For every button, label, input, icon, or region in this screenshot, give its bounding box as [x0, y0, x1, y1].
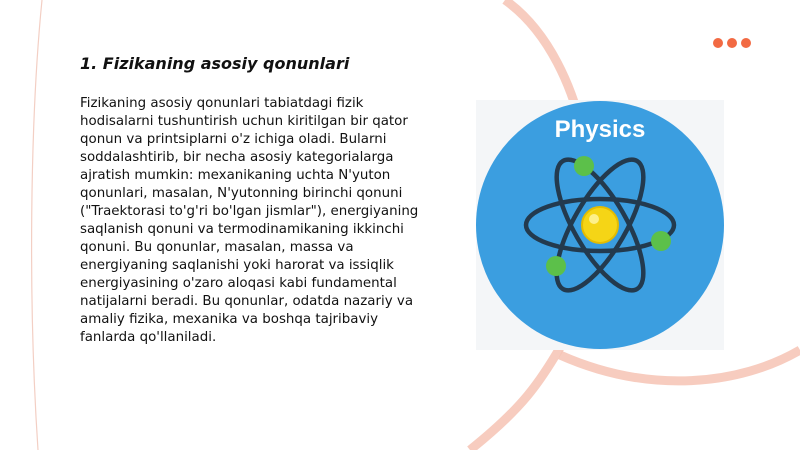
atom-icon — [476, 100, 724, 350]
nucleus-highlight — [589, 214, 599, 224]
physics-image — [476, 100, 724, 350]
slide-body-text: Fizikaning asosiy qonunlari tabiatdagi fizik hodisalarni tushuntirish uchun kiritilgan bir qator qonun va printsiplarni o'z ichiga oladi. Bularni soddalashtirib, bir necha asosiy kategorialarga ajratish mumkin: mexanikaning uchta N'yuton qonunlari, masalan, N'yutonning birinchi qonuni ("Traektorasi to'g'ri bo'lgan jismlar"), energiyaning saqlanish qonuni va termodinamikaning ikkinchi qonuni. Bu qonunlar, masalan, massa va energiyaning saqlanishi yoki harorat va issiqlik energiyasining o'zaro aloqasi kabi fundamental natijalarni beradi. Bu qonunlar, odatda nazariy va amaliy fizika, mexanika va boshqa tajribaviy fanlarda qo'llaniladi. — [80, 96, 419, 345]
electron — [546, 256, 566, 276]
electron — [574, 156, 594, 176]
menu-dot — [741, 38, 751, 48]
decorative-arc-left — [32, 0, 42, 450]
menu-dot — [713, 38, 723, 48]
electron — [651, 231, 671, 251]
decorative-arc-bottom — [560, 350, 800, 381]
menu-dots — [713, 38, 751, 48]
nucleus — [582, 207, 618, 243]
physics-label: Physics — [554, 116, 646, 143]
menu-dot — [727, 38, 737, 48]
slide-title: 1. Fizikaning asosiy qonunlari — [80, 54, 350, 73]
